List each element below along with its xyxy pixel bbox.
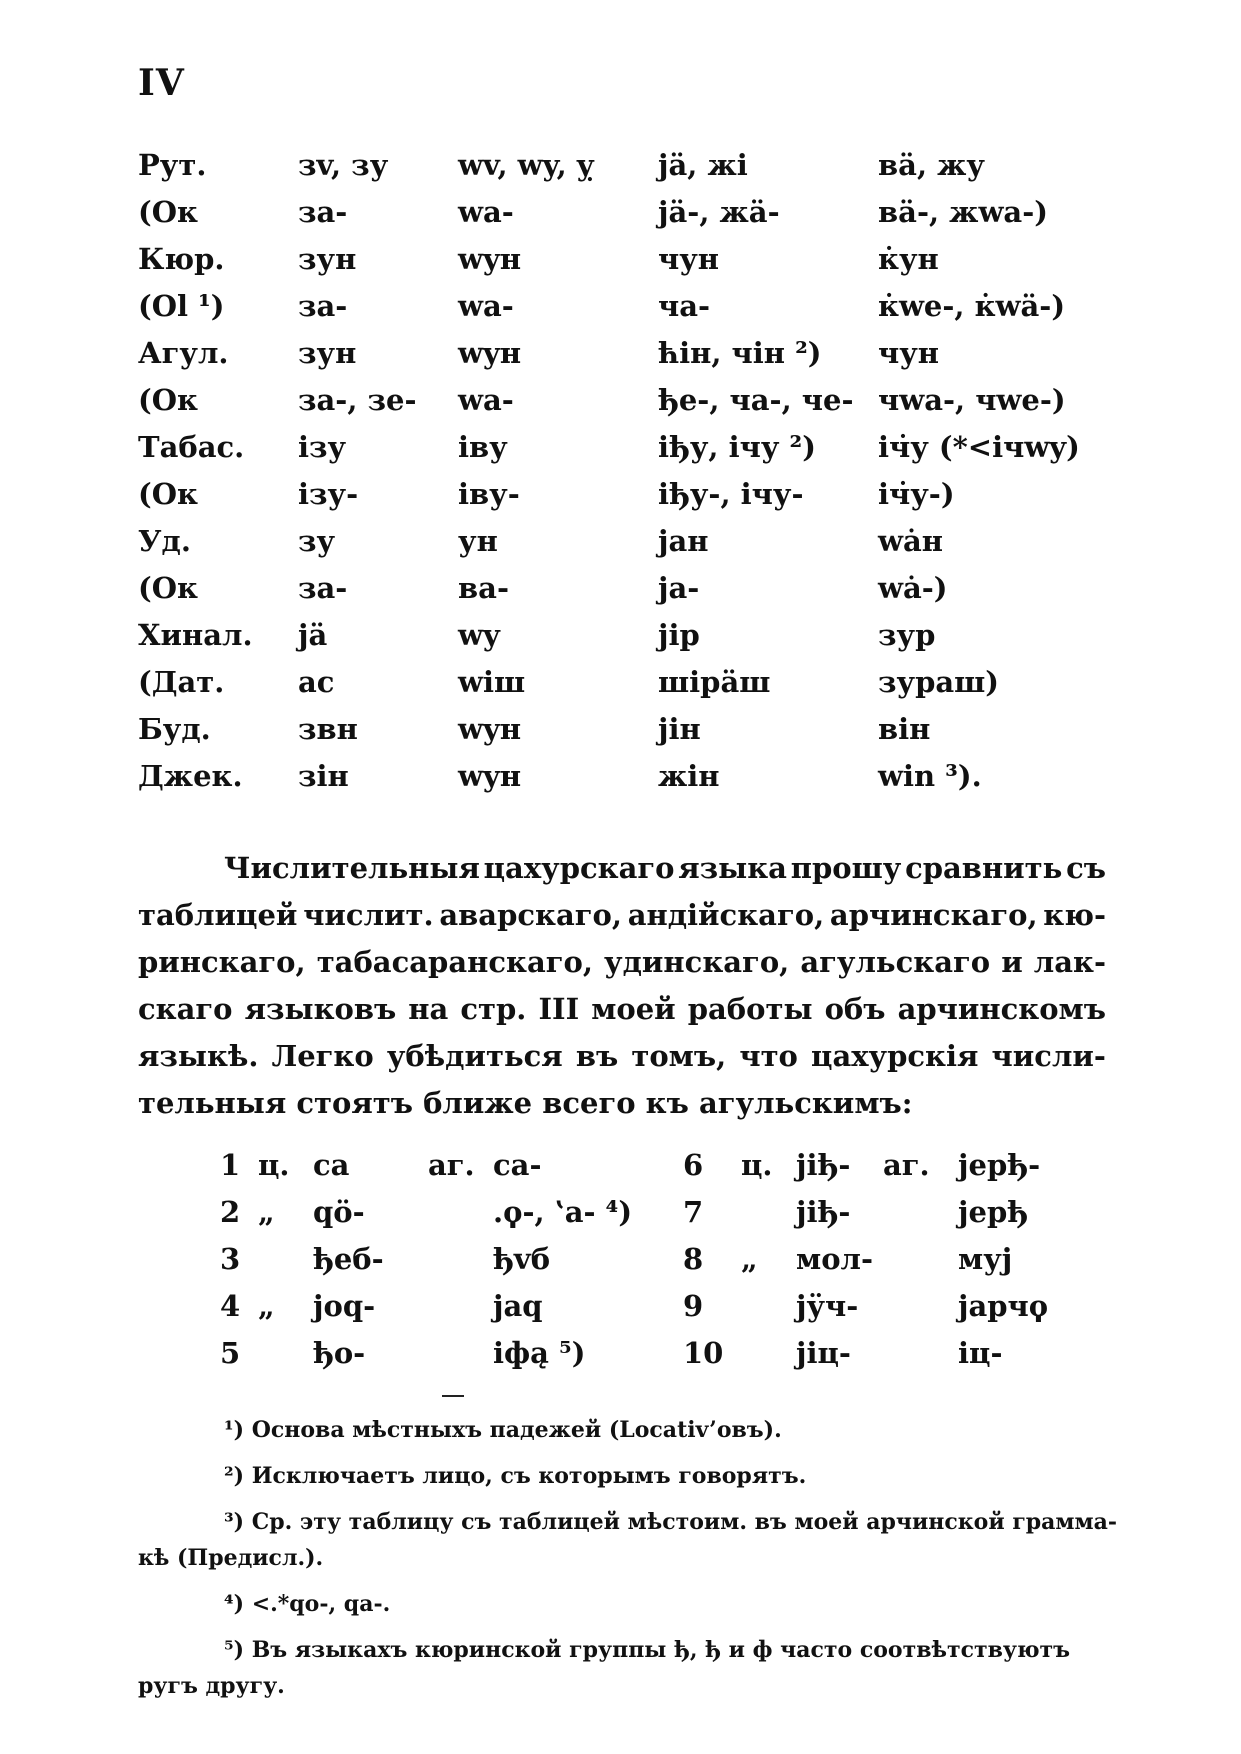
word: таблицей <box>138 898 298 932</box>
table-cell: чwa-, чwe-) <box>878 383 1066 417</box>
table-cell: iву <box>458 430 508 464</box>
table-cell: вiн <box>878 712 931 746</box>
numeral-cell: муj <box>958 1242 1013 1276</box>
table-cell: iзу <box>298 430 347 464</box>
language-label: Рут. <box>138 148 207 182</box>
paragraph-line <box>138 939 1106 986</box>
table-cell: jä, жі <box>658 148 748 182</box>
table-cell: к̇ун <box>878 242 939 276</box>
language-label: (Дат. <box>138 665 225 699</box>
language-label: Уд. <box>138 524 191 558</box>
table-cell: iч̇у-) <box>878 477 955 511</box>
table-cell: шiрäш <box>658 665 771 699</box>
numeral-cell: мол- <box>796 1242 874 1276</box>
table-cell: wiш <box>458 665 526 699</box>
word: аварскаго, <box>439 898 622 932</box>
table-cell: чун <box>658 242 720 276</box>
table-cell: iву- <box>458 477 520 511</box>
language-label: (Ol ¹) <box>138 289 225 323</box>
numeral-cell: .ϙ-, ʽa- ⁴) <box>493 1195 633 1229</box>
footnote <box>138 1586 1106 1622</box>
footnote-line: ⁵) Въ языкахъ кюринской группы ђ, ђ и ф часто соотвѣтствуютъ <box>224 1637 1071 1663</box>
word: съ <box>1066 851 1106 885</box>
numeral-cell: са- <box>493 1148 542 1182</box>
table-cell: iзу- <box>298 477 359 511</box>
footnote-line: ругъ другу. <box>138 1673 285 1699</box>
footnote-line: кѣ (Предисл.). <box>138 1545 324 1571</box>
numeral-cell: joq- <box>313 1289 376 1323</box>
table-cell: за- <box>298 289 348 323</box>
table-cell: win ³). <box>878 759 982 793</box>
numeral-cell: jерђ- <box>958 1148 1041 1182</box>
table-cell: iч̇у (*<iчwy) <box>878 430 1080 464</box>
table-cell: ча- <box>658 289 711 323</box>
numeral-cell: аг. <box>883 1148 930 1182</box>
word: андiйскаго, <box>627 898 825 932</box>
word: ринскаго, <box>138 945 306 979</box>
language-label: Агул. <box>138 336 229 370</box>
numeral-cell: аг. <box>428 1148 475 1182</box>
table-cell: jiн <box>658 712 701 746</box>
numeral-cell: ц. <box>258 1148 290 1182</box>
word: скаго <box>138 992 233 1026</box>
footnote-separator <box>442 1395 464 1397</box>
numeral-cell: jерђ <box>958 1195 1029 1229</box>
numeral-cell: qö- <box>313 1195 365 1229</box>
table-cell: ун <box>458 524 498 558</box>
numeral-cell: jӱч- <box>796 1289 859 1323</box>
table-cell: зур <box>878 618 936 652</box>
table-cell: за- <box>298 195 348 229</box>
word: агульскаго <box>800 945 991 979</box>
numeral-cell: „ <box>258 1195 275 1229</box>
table-cell: ћiн, чiн ²) <box>658 336 822 370</box>
word: III <box>538 992 580 1026</box>
numeral-cell: 4 <box>220 1289 241 1323</box>
word: моей <box>591 992 676 1026</box>
word: языковъ <box>244 992 397 1026</box>
numeral-cell: jiц- <box>796 1336 851 1370</box>
language-label: Кюр. <box>138 242 225 276</box>
numeral-cell: ђеб- <box>313 1242 384 1276</box>
table-cell: вä-, жwa-) <box>878 195 1048 229</box>
table-cell: iђу, iчу ²) <box>658 430 816 464</box>
numeral-cell: ђvб <box>493 1242 551 1276</box>
paragraph-line <box>138 986 1106 1033</box>
footnote-line: ²) Исключаетъ лицо, съ которымъ говорятъ. <box>224 1463 807 1489</box>
word: цахурскаго <box>483 851 675 885</box>
numeral-cell: 9 <box>683 1289 704 1323</box>
table-cell: jан <box>658 524 709 558</box>
footnote <box>138 1458 1106 1494</box>
word: арчинскомъ <box>897 992 1106 1026</box>
word: и <box>1001 945 1023 979</box>
table-cell: wa- <box>458 289 514 323</box>
numeral-cell: 3 <box>220 1242 241 1276</box>
language-label: Хинал. <box>138 618 253 652</box>
table-cell: чун <box>878 336 940 370</box>
language-label: (Ок <box>138 571 198 605</box>
word: языкѣ. <box>138 1039 259 1073</box>
table-cell: вä, жу <box>878 148 985 182</box>
body-paragraph <box>138 845 1106 1127</box>
numeral-cell: ђо- <box>313 1336 366 1370</box>
word: кю- <box>1043 898 1106 932</box>
footnote <box>138 1412 1106 1448</box>
word: въ <box>575 1039 619 1073</box>
word: числит. <box>303 898 434 932</box>
table-cell: жiн <box>658 759 720 793</box>
word: сравнить <box>905 851 1063 885</box>
table-cell: за-, зе- <box>298 383 417 417</box>
table-cell: зу <box>298 524 336 558</box>
numeral-cell: „ <box>258 1289 275 1323</box>
footnotes <box>138 1412 1118 1714</box>
numeral-cell: 5 <box>220 1336 241 1370</box>
table-cell: wa- <box>458 383 514 417</box>
numeral-cell: jарчϙ <box>958 1289 1049 1323</box>
footnote-line: ¹) Основа мѣстныхъ падежей (Locativ’овъ). <box>224 1417 782 1443</box>
numeral-cell: са <box>313 1148 350 1182</box>
paragraph-line <box>138 892 1106 939</box>
language-label: Джек. <box>138 759 243 793</box>
word: прошу <box>790 851 902 885</box>
table-cell: wȧн <box>878 524 943 558</box>
table-cell: к̇we-, к̇wä-) <box>878 289 1066 323</box>
word: числи- <box>991 1039 1106 1073</box>
footnote-line: ³) Ср. эту таблицу съ таблицей мѣстоим. въ моей арчинской грамма- <box>224 1509 1118 1535</box>
word: на <box>408 992 449 1026</box>
table-cell: wyн <box>458 712 522 746</box>
table-cell: wy <box>458 618 500 652</box>
table-cell: звн <box>298 712 358 746</box>
numeral-cell: iфą ⁵) <box>493 1336 586 1370</box>
table-cell: ja- <box>658 571 700 605</box>
table-cell: jä <box>298 618 328 652</box>
numeral-cell: 2 <box>220 1195 241 1229</box>
table-cell: зiн <box>298 759 349 793</box>
numeral-cell: jaq <box>493 1289 543 1323</box>
page-number: IV <box>138 62 185 104</box>
paragraph-line <box>138 845 1106 892</box>
numeral-cell: 1 <box>220 1148 241 1182</box>
numeral-cell: jiђ- <box>796 1148 851 1182</box>
table-cell: зv, зу <box>298 148 389 182</box>
word: что <box>739 1039 798 1073</box>
table-cell: зураш) <box>878 665 1000 699</box>
word: Легко <box>271 1039 374 1073</box>
language-label: Буд. <box>138 712 211 746</box>
word: тельныя стоятъ ближе всего къ агульскимъ: <box>138 1086 913 1120</box>
language-label: (Ок <box>138 195 198 229</box>
footnote <box>138 1504 1118 1576</box>
table-cell: iђу-, iчу- <box>658 477 804 511</box>
table-cell: зун <box>298 242 357 276</box>
word: работы <box>687 992 813 1026</box>
table-cell: ва- <box>458 571 509 605</box>
numeral-cell: 7 <box>683 1195 704 1229</box>
table-cell: wyн <box>458 759 522 793</box>
numeral-cell: 10 <box>683 1336 724 1370</box>
word: лак- <box>1033 945 1106 979</box>
numeral-cell: 6 <box>683 1148 704 1182</box>
paragraph-line <box>138 1033 1106 1080</box>
word: убѣдиться <box>386 1039 563 1073</box>
language-label: (Ок <box>138 477 198 511</box>
word: табасаранскаго, <box>316 945 593 979</box>
word: томъ, <box>631 1039 727 1073</box>
table-cell: wyн <box>458 336 522 370</box>
table-cell: ђе-, ча-, че- <box>658 383 854 417</box>
word: языка <box>678 851 787 885</box>
footnote <box>138 1632 1106 1704</box>
table-cell: wȧ-) <box>878 571 948 605</box>
language-label: (Ок <box>138 383 198 417</box>
paragraph-line <box>138 1080 1106 1127</box>
word: Числительныя <box>224 851 480 885</box>
numeral-cell: jiђ- <box>796 1195 851 1229</box>
language-label: Табас. <box>138 430 245 464</box>
numeral-cell: 8 <box>683 1242 704 1276</box>
table-cell: wyн <box>458 242 522 276</box>
word: стр. <box>460 992 527 1026</box>
word: арчинскаго, <box>829 898 1038 932</box>
word: удинскаго, <box>604 945 790 979</box>
footnote-line: ⁴) <.*qо-, qа-. <box>224 1591 391 1617</box>
numeral-cell: „ <box>741 1242 758 1276</box>
numeral-cell: ц. <box>741 1148 773 1182</box>
table-cell: wa- <box>458 195 514 229</box>
table-cell: jiр <box>658 618 700 652</box>
table-cell: jä-, жä- <box>658 195 780 229</box>
table-cell: wv, wy, ỵ <box>458 148 594 182</box>
table-cell: зун <box>298 336 357 370</box>
numeral-cell: iц- <box>958 1336 1003 1370</box>
table-cell: ас <box>298 665 335 699</box>
word: объ <box>824 992 886 1026</box>
table-cell: за- <box>298 571 348 605</box>
word: цахурскiя <box>811 1039 979 1073</box>
